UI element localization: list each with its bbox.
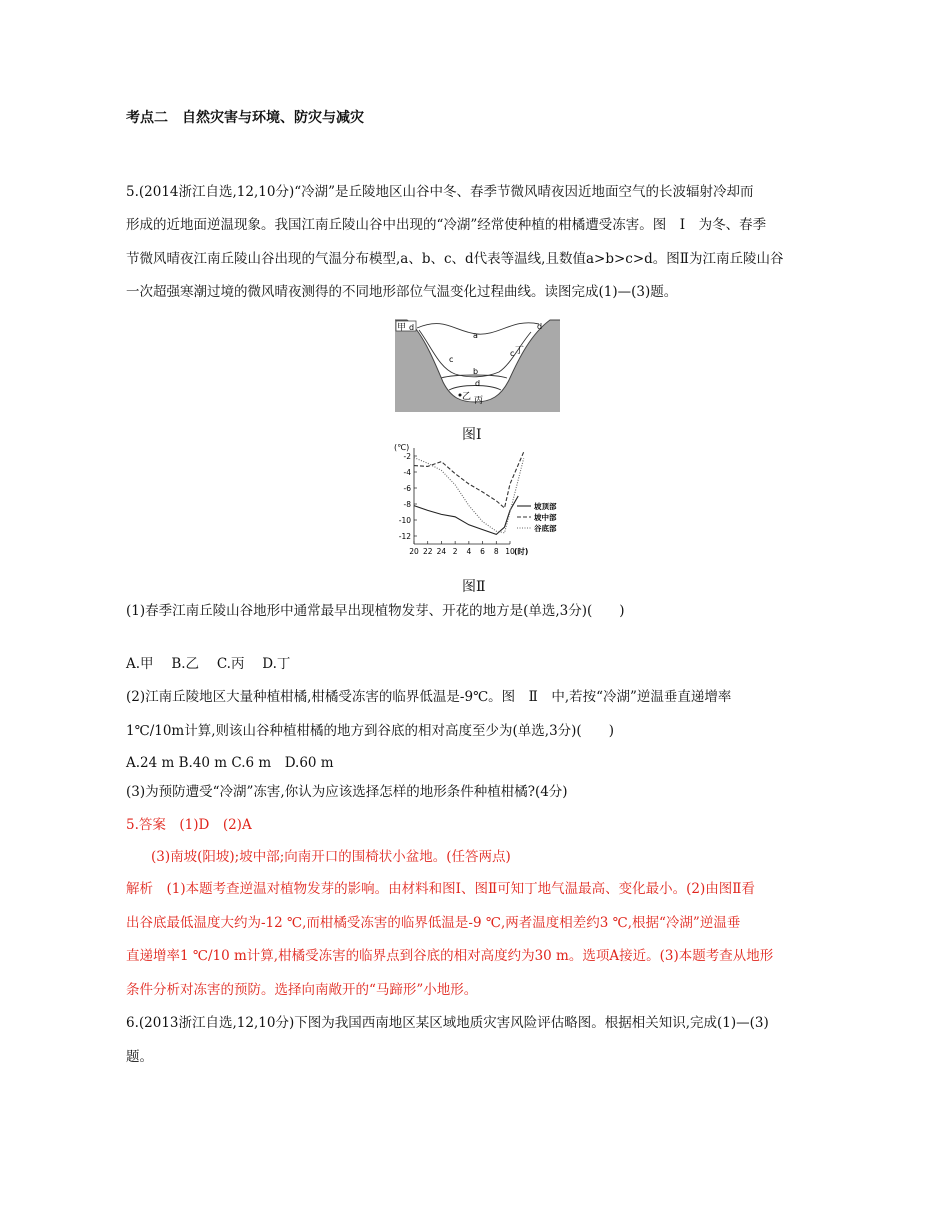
label-jia: 甲 [397,323,407,333]
x-tick-label: 6 [480,547,485,556]
q5-sub1-options: A.甲 B.乙 C.丙 D.丁 [126,656,291,672]
figure-2-caption: 图Ⅱ [462,579,486,595]
chart-axes [399,448,529,556]
x-tick-label: 20 [409,547,419,556]
x-tick-label: 10 [505,547,515,556]
label-d-right: d [537,322,543,331]
label-a: a [473,331,478,340]
x-tick-label: 4 [466,547,472,556]
x-tick-label: 8 [493,547,499,556]
label-b: b [473,367,479,376]
x-tick-label: 2 [452,547,458,556]
q5-answer-line-1: 5.答案 (1)D (2)A [126,817,252,833]
figure-2-temperature-chart [388,440,568,558]
series-line-2 [414,452,524,508]
q5-sub3: (3)为预防遭受“冷湖”冻害,你认为应该选择怎样的地形条件种植柑橘?(4分) [126,784,568,800]
legend-label-2: 坡中部 [534,513,557,522]
y-tick-label: -12 [398,532,411,541]
label-bing: 丙 [474,396,484,406]
q5-analysis-line-3: 直递增率1 ℃/10 m计算,柑橘受冻害的临界点到谷底的相对高度约为30 m。选项A接近。(3)本题考查从地形 [126,948,774,964]
label-yi: 乙 [462,392,472,402]
label-c: c [449,355,454,364]
label-ding: 丁 [515,346,525,356]
q5-sub2-line-2: 1℃/10m计算,则该山谷种植柑橘的地方到谷底的相对高度至少为(单选,3分)( ) [126,723,614,739]
y-tick-label: -2 [403,452,411,461]
series-line-3 [414,458,524,533]
q5-sub1: (1)春季江南丘陵山谷地形中通常最早出现植物发芽、开花的地方是(单选,3分)( ) [126,603,625,619]
q5-answer-line-2: (3)南坡(阳坡);坡中部;向南开口的围椅状小盆地。(任答两点) [151,849,511,865]
legend-label-3: 谷底部 [534,524,557,533]
x-axis-label: (时) [514,547,529,556]
y-tick-label: -10 [398,516,411,525]
q5-analysis-line-1: 解析 (1)本题考查逆温对植物发芽的影响。由材料和图Ⅰ、图Ⅱ可知丁地气温最高、变化最小。(2)由图Ⅱ看 [126,881,755,897]
q5-stem-line-1: 5.(2014浙江自选,12,10分)“冷湖”是丘陵地区山谷中冬、春季节微风晴夜因近地面空气的长波辐射冷却而 [126,184,754,200]
figure-1-caption: 图Ⅰ [462,427,482,443]
label-c-right: c [510,349,515,358]
q5-analysis-line-4: 条件分析对冻害的预防。选择向南敞开的“马蹄形”小地形。 [126,982,478,998]
legend-label-1: 坡顶部 [534,502,557,511]
y-tick-label: -8 [403,500,411,509]
x-tick-label: 24 [436,547,447,556]
q5-sub2-options: A.24 m B.40 m C.6 m D.60 m [126,755,334,771]
label-d-left: d [409,323,415,332]
q6-stem-line-1: 6.(2013浙江自选,12,10分)下图为我国西南地区某区域地质灾害风险评估略图。根据相关知识,完成(1)—(3) [126,1015,769,1031]
q5-stem-line-2: 形成的近地面逆温现象。我国江南丘陵山谷中出现的“冷湖”经常使种植的柑橘遭受冻害。图 Ⅰ 为冬、春季 [126,217,767,233]
chart-unit-label: (℃) [394,443,410,452]
q5-stem-line-3: 节微风晴夜江南丘陵山谷出现的气温分布模型,a、b、c、d代表等温线,且数值a>b>c>d。图Ⅱ为江南丘陵山谷 [126,251,784,267]
q5-analysis-line-2: 出谷底最低温度大约为-12 ℃,而柑橘受冻害的临界低温是-9 ℃,两者温度相差约3 ℃,根据“冷湖”逆温垂 [126,915,741,931]
chart-legend [517,501,557,533]
figure-1-valley-diagram [395,316,560,414]
label-d: d [475,379,481,388]
chart-series-group [414,452,524,534]
y-tick-label: -4 [403,468,411,477]
q5-stem-line-4: 一次超强寒潮过境的微风晴夜测得的不同地形部位气温变化过程曲线。读图完成(1)—(3)题。 [126,284,678,300]
y-tick-label: -6 [403,484,411,493]
q6-stem-line-2: 题。 [126,1049,153,1065]
q5-sub2-line-1: (2)江南丘陵地区大量种植柑橘,柑橘受冻害的临界低温是-9℃。图 Ⅱ 中,若按“冷湖”逆温垂直递增率 [126,689,732,705]
x-tick-label: 22 [422,547,433,556]
section-title: 考点二 自然灾害与环境、防灾与减灾 [126,110,364,126]
